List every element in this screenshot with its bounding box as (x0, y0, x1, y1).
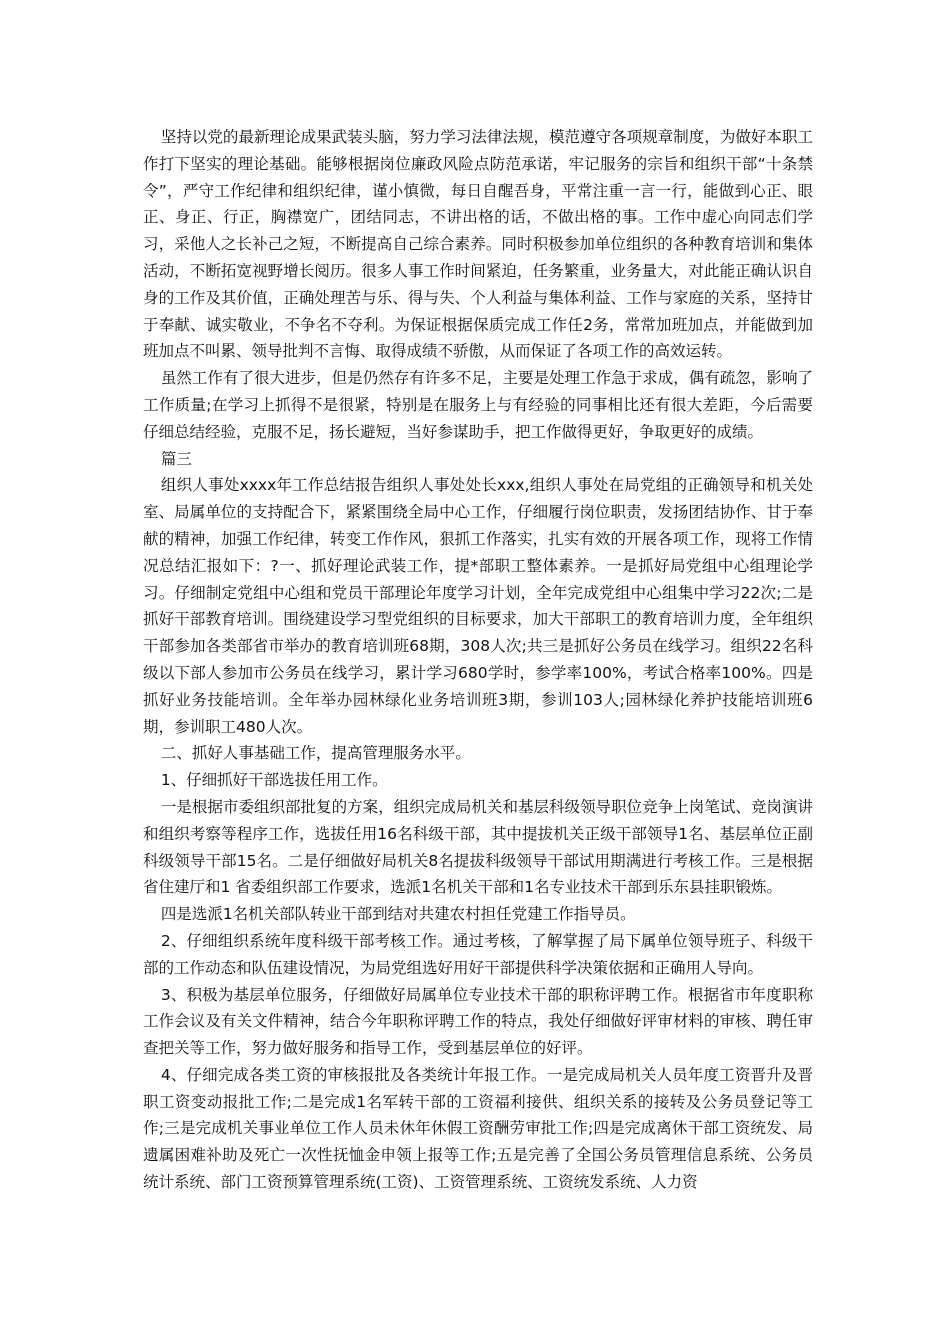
document-body (143, 124, 813, 1196)
paragraph-4: 二、抓好人事基础工作，提高管理服务水平。 (160, 744, 471, 763)
paragraph-5: 1、仔细抓好干部选拔任用工作。 (160, 771, 388, 790)
section-heading-pian-san: 篇三 (160, 449, 192, 468)
paragraph-2: 虽然工作有了很大进步，但是仍然存有许多不足，主要是处理工作急于求成，偶有疏忽，影响了工作质量;在学习上抓得不是很紧，特别是在服务上与有经验的同事相比还有很大差距，今后需要仔细总结经验，克服不足，扬长避短，当好参谋助手，把工作做得更好，争取更好的成绩。 (143, 369, 813, 441)
paragraph-1: 坚持以党的最新理论成果武装头脑，努力学习法律法规，模范遵守各项规章制度，为做好本职工作打下坚实的理论基础。能够根据岗位廉政风险点防范承诺，牢记服务的宗旨和组织干部“十条禁令”，严守工作纪律和组织纪律，谨小慎微，每日自醒吾身，平常注重一言一行，能做到心正、眼正、身正、行正，胸襟宽广，团结同志，不讲出格的话，不做出格的事。工作中虚心向同志们学习，采他人之长补己之短，不断提高自己综合素养。同时积极参加单位组织的各种教育培训和集体活动，不断拓宽视野增长阅历。很多人事工作时间紧迫，任务繁重，业务量大，对此能正确认识自身的工作及其价值，正确处理苦与乐、得与失、个人利益与集体利益、工作与家庭的关系，坚持甘于奉献、诚实敬业，不争名不夺利。为保证根据保质完成工作任2务，常常加班加点，并能做到加班加点不叫累、领导批判不言悔、取得成绩不骄傲，从而保证了各项工作的高效运转。 (143, 128, 813, 361)
paragraph-9: 3、积极为基层单位服务，仔细做好局属单位专业技术干部的职称评聘工作。根据省市年度职称工作会议及有关文件精神，结合今年职称评聘工作的特点，我处仔细做好评审材料的审核、聘任审查把关等工作，努力做好服务和指导工作，受到基层单位的好评。 (143, 985, 813, 1058)
paragraph-10: 4、仔细完成各类工资的审核报批及各类统计年报工作。一是完成局机关人员年度工资晋升及晋职工资变动报批工作;二是完成1名军转干部的工资福利接供、组织关系的接转及公务员登记等工作;三是完成机关事业单位工作人员未休年休假工资酬劳审批工作;四是完成离休干部工资统发、局遗属困难补助及死亡一次性抚恤金申领上报等工作;五是完善了全国公务员管理信息系统、公务员统计系统、部门工资预算管理系统(工资)、工资管理系统、工资统发系统、人力资 (143, 1065, 813, 1192)
paragraph-3: 组织人事处xxxx年工作总结报告组织人事处处长xxx,组织人事处在局党组的正确领导和机关处室、局属单位的支持配合下，紧紧围绕全局中心工作，仔细履行岗位职责，发扬团结协作、甘于奉献的精神，加强工作纪律，转变工作作风，狠抓工作落实，扎实有效的开展各项工作，现将工作情况总结汇报如下：?一、抓好理论武装工作，提*部职工整体素养。一是抓好局党组中心组理论学习。仔细制定党组中心组和党员干部理论年度学习计划，全年完成党组中心组集中学习22次;二是抓好干部教育培训。围绕建设学习型党组织的目标要求，加大干部职工的教育培训力度，全年组织干部参加各类部省市举办的教育培训班68期，308人次;共三是抓好公务员在线学习。组织22名科级以下部人参加市公务员在线学习，累计学习680学时，参学率100%，考试合格率100%。四是抓好业务技能培训。全年举办园林绿化业务培训班3期，参训103人;园林绿化养护技能培训班6期，参训职工480人次。 (143, 476, 813, 736)
paragraph-6: 一是根据市委组织部批复的方案，组织完成局机关和基层科级领导职位竞争上岗笔试、竞岗演讲和组织考察等程序工作，选拔任用16名科级干部，其中提拔机关正级干部领导1名、基层单位正副科级领导干部15名。二是仔细做好局机关8名提拔科级领导干部试用期满进行考核工作。三是根据省住建厅和1 省委组织部工作要求，选派1名机关干部和1名专业技术干部到乐东县挂职锻炼。 (143, 797, 813, 897)
paragraph-8: 2、仔细组织系统年度科级干部考核工作。通过考核，了解掌握了局下属单位领导班子、科级干部的工作动态和队伍建设情况，为局党组选好用好干部提供科学决策依据和正确用人导向。 (143, 931, 813, 977)
paragraph-7: 四是选派1名机关部队转业干部到结对共建农村担任党建工作指导员。 (160, 905, 636, 924)
